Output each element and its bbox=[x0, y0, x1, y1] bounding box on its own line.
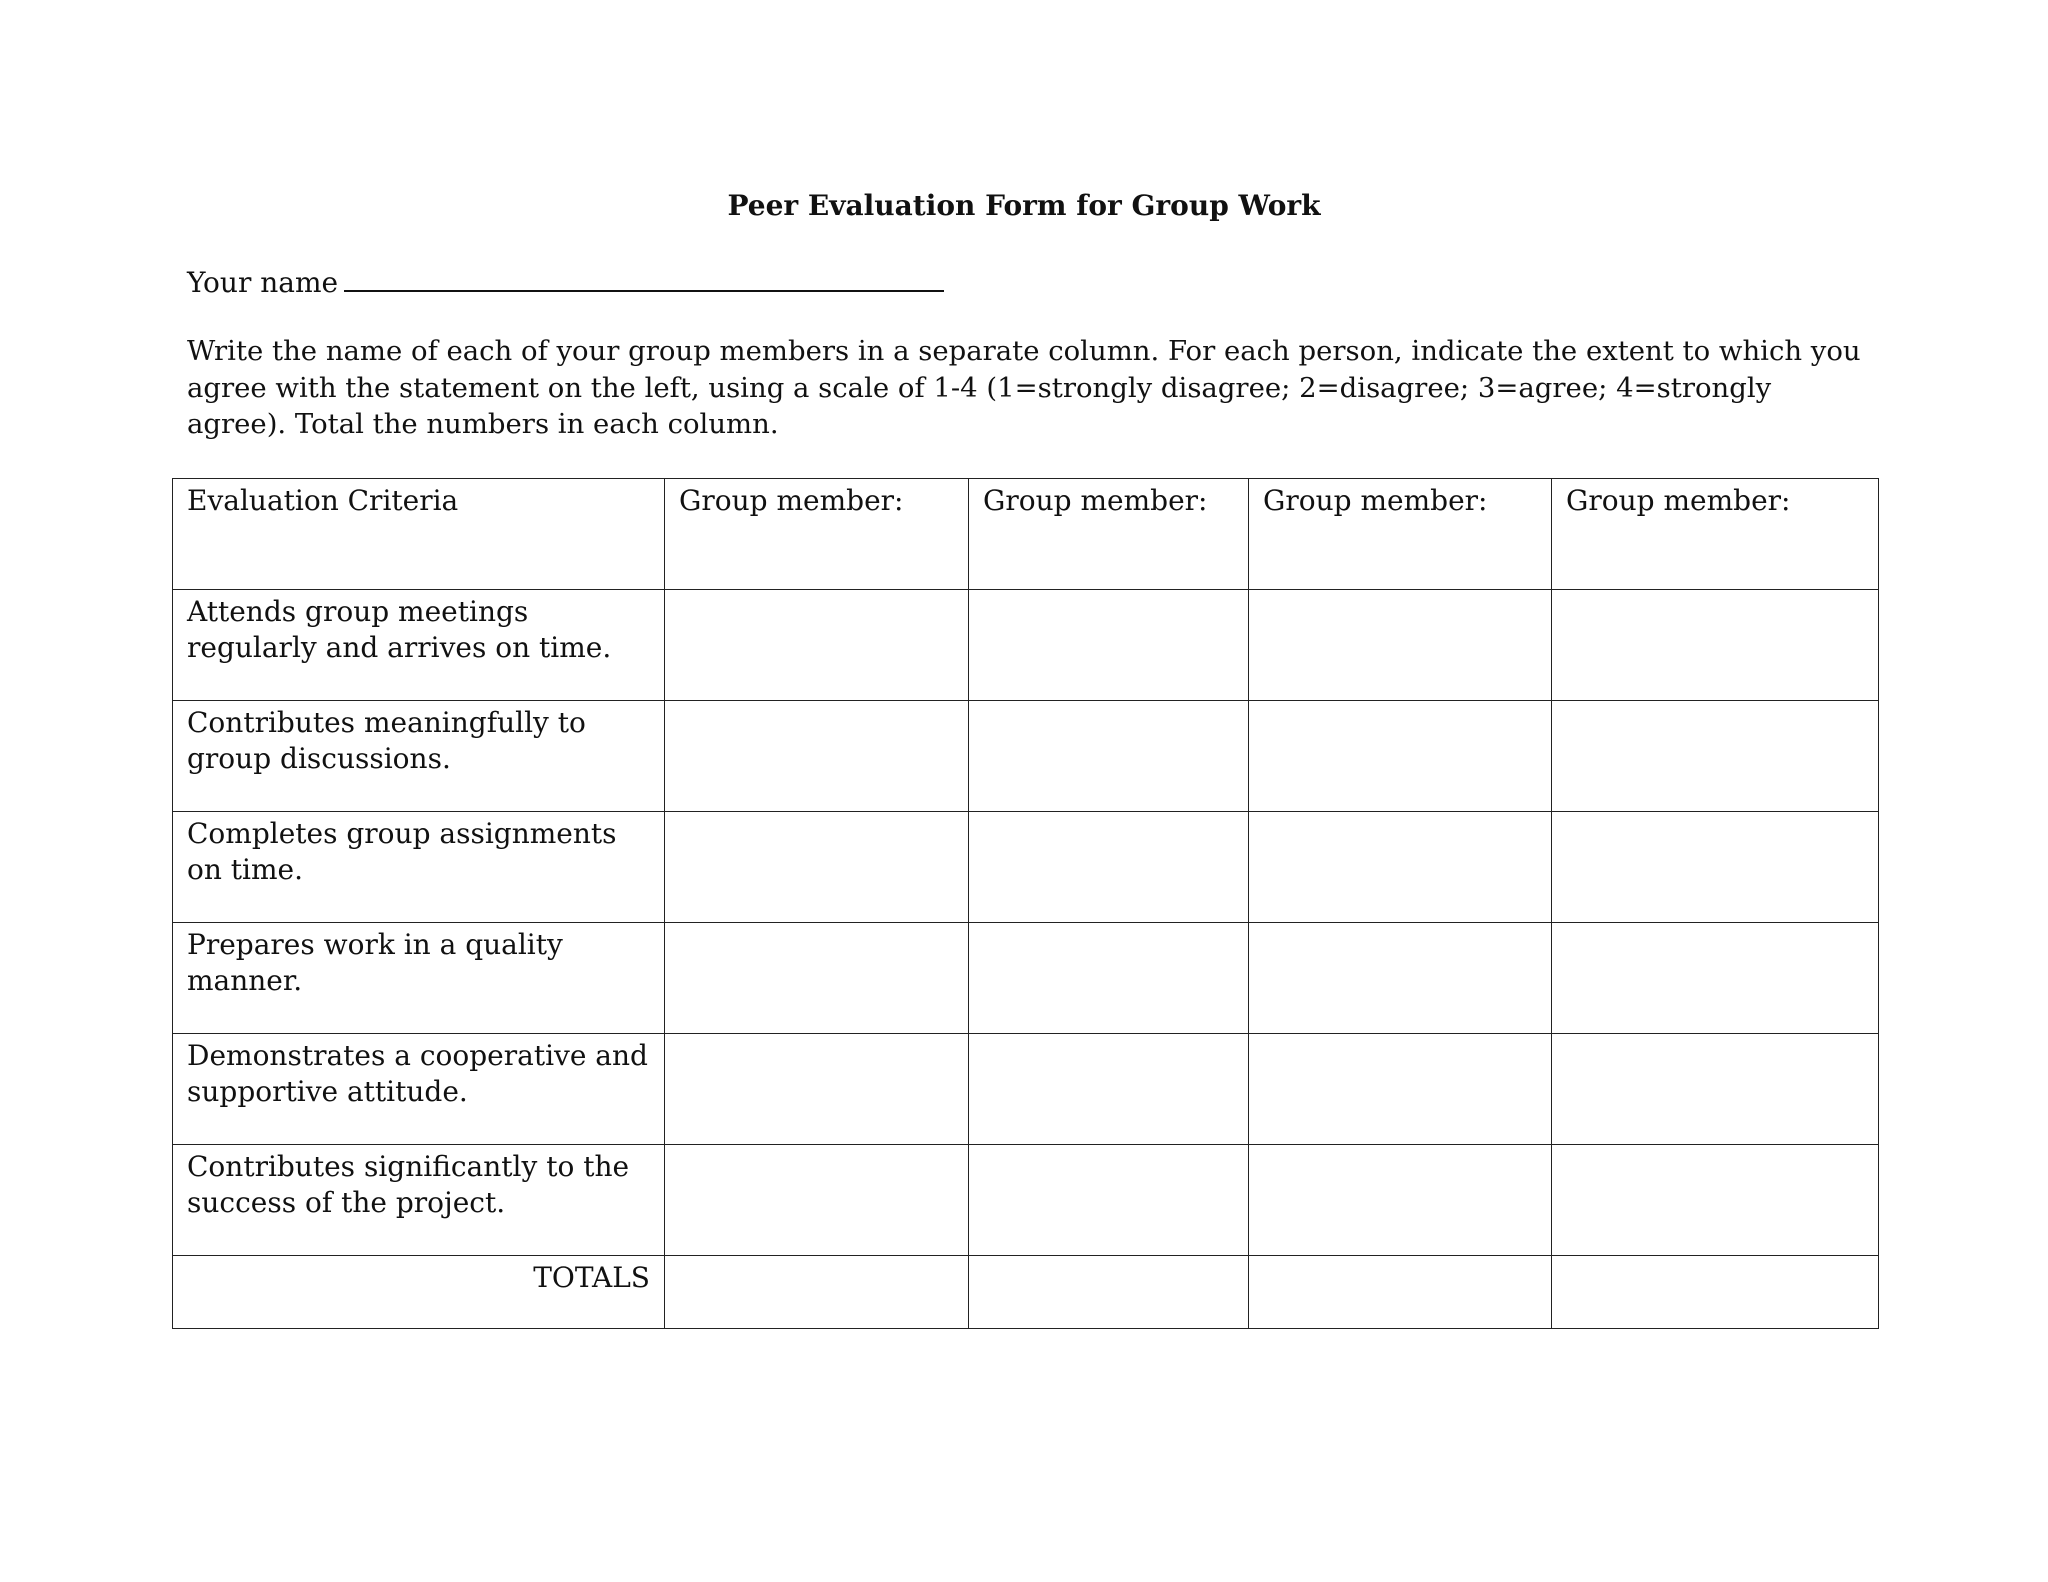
criterion-label: Contributes meaningfully to group discussions. bbox=[173, 701, 665, 812]
score-cell[interactable] bbox=[969, 812, 1249, 923]
score-cell[interactable] bbox=[1552, 1034, 1879, 1145]
score-cell[interactable] bbox=[969, 590, 1249, 701]
table-row bbox=[173, 1034, 1879, 1145]
instructions-paragraph: Write the name of each of your group members in a separate column. For each person, indicate the extent to which you agree with the statement on the left, using a scale of 1-4 (1=strongly disagree; 2=disagree; 3=agree; 4=strongly agree). Total the numbers in each column. bbox=[187, 335, 1861, 440]
header-group-member-4[interactable]: Group member: bbox=[1552, 479, 1879, 590]
header-evaluation-criteria: Evaluation Criteria bbox=[173, 479, 665, 590]
score-cell[interactable] bbox=[1552, 923, 1879, 1034]
score-cell[interactable] bbox=[665, 923, 969, 1034]
your-name-blank-line[interactable] bbox=[344, 260, 944, 292]
score-cell[interactable] bbox=[665, 701, 969, 812]
table-row bbox=[173, 1145, 1879, 1256]
score-cell[interactable] bbox=[1249, 812, 1552, 923]
header-group-member-3[interactable]: Group member: bbox=[1249, 479, 1552, 590]
total-cell[interactable] bbox=[969, 1256, 1249, 1329]
page-title: Peer Evaluation Form for Group Work bbox=[727, 189, 1321, 222]
score-cell[interactable] bbox=[969, 923, 1249, 1034]
criterion-label: Contributes significantly to the success of the project. bbox=[173, 1145, 665, 1256]
total-cell[interactable] bbox=[1552, 1256, 1879, 1329]
totals-row bbox=[173, 1256, 1879, 1329]
score-cell[interactable] bbox=[1552, 590, 1879, 701]
table-row bbox=[173, 923, 1879, 1034]
criterion-label: Demonstrates a cooperative and supportive attitude. bbox=[173, 1034, 665, 1145]
score-cell[interactable] bbox=[1249, 923, 1552, 1034]
total-cell[interactable] bbox=[1249, 1256, 1552, 1329]
score-cell[interactable] bbox=[1552, 1145, 1879, 1256]
totals-label: TOTALS bbox=[173, 1256, 665, 1329]
score-cell[interactable] bbox=[1249, 1145, 1552, 1256]
score-cell[interactable] bbox=[1249, 701, 1552, 812]
criterion-label: Completes group assignments on time. bbox=[173, 812, 665, 923]
table-row bbox=[173, 701, 1879, 812]
score-cell[interactable] bbox=[665, 1034, 969, 1145]
table-header-row bbox=[173, 479, 1879, 590]
score-cell[interactable] bbox=[665, 590, 969, 701]
your-name-label: Your name bbox=[187, 266, 339, 299]
score-cell[interactable] bbox=[1249, 1034, 1552, 1145]
header-group-member-2[interactable]: Group member: bbox=[969, 479, 1249, 590]
table-row bbox=[173, 590, 1879, 701]
table-row bbox=[173, 812, 1879, 923]
score-cell[interactable] bbox=[1249, 590, 1552, 701]
total-cell[interactable] bbox=[665, 1256, 969, 1329]
score-cell[interactable] bbox=[969, 1145, 1249, 1256]
score-cell[interactable] bbox=[665, 812, 969, 923]
header-group-member-1[interactable]: Group member: bbox=[665, 479, 969, 590]
score-cell[interactable] bbox=[1552, 812, 1879, 923]
score-cell[interactable] bbox=[969, 1034, 1249, 1145]
score-cell[interactable] bbox=[665, 1145, 969, 1256]
score-cell[interactable] bbox=[969, 701, 1249, 812]
your-name-row bbox=[187, 260, 944, 301]
criterion-label: Prepares work in a quality manner. bbox=[173, 923, 665, 1034]
criterion-label: Attends group meetings regularly and arrives on time. bbox=[173, 590, 665, 701]
evaluation-table bbox=[172, 478, 1879, 1329]
score-cell[interactable] bbox=[1552, 701, 1879, 812]
